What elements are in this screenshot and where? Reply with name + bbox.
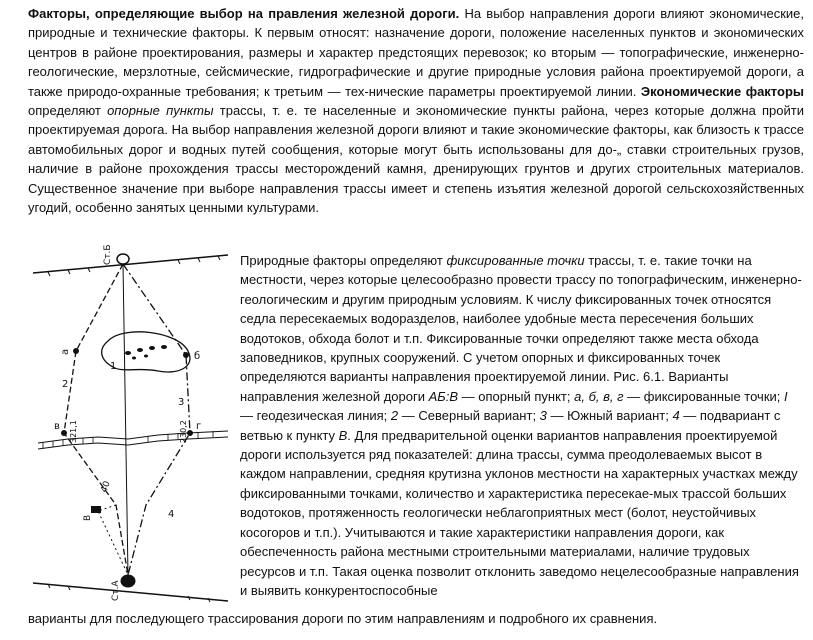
figure-6-1 — [28, 243, 233, 608]
nat-text-4: — фиксированные точки; — [623, 388, 784, 404]
nat-text-3: — опорный пункт; — [458, 388, 575, 404]
geodesic-line — [123, 264, 128, 575]
nat-text-1: Природные факторы определяют — [240, 253, 447, 268]
label-b: б — [194, 351, 201, 362]
station-b-marker — [117, 254, 129, 264]
fixed-points-term: фиксированные точки — [446, 253, 585, 268]
elevation-2: 230,2 — [179, 420, 188, 443]
station-a-label: Ст.А — [111, 580, 121, 601]
nat-text-6: — Северный вариант; — [398, 408, 540, 424]
southern-variant — [123, 264, 190, 575]
northern-variant — [64, 264, 128, 575]
label-g: г — [196, 421, 202, 432]
label-a: а — [60, 348, 71, 355]
num-2: 2 — [390, 408, 399, 424]
label-1: 1 — [110, 361, 117, 372]
point-v-term: В — [338, 427, 348, 443]
station-a-marker — [121, 575, 135, 587]
nat-text-8: — подвариант с ветвью к пункту — [240, 408, 781, 443]
elevation-1: 321,1 — [69, 420, 78, 443]
intro-paragraph — [28, 4, 804, 217]
num-1: I — [784, 388, 788, 404]
letters-term: а, б, в, г — [574, 388, 624, 404]
num-4: 4 — [672, 408, 680, 424]
intro-text-1: На выбор направления дороги влияют экономические, природные и технические факторы. К первым относят: назначение дороги, положение населенных пунктов и экономических центров в районе проектирования, размеры и характер предстоящих перевозок; ко вторым — топографические, инженерно-геологические, мерзлотные, сейсмические, гидрографические и другие природные условия района проектируемой дороги, а также природо-охранные требования; к третьим — тех-нические параметры проектируемой линии. — [28, 6, 804, 99]
point-b-marker — [183, 352, 189, 358]
point-v-marker — [61, 430, 67, 436]
nat-text-2: трассы, т. е. такие точки на местности, через которые целесообразно провести трассу по топографическим, инженерно-геологическим и другим природным условиям. К числу фиксированных точек относятся седла пересекаемых водоразделов, наиболее удобные места пересечения больших водотоков, обхода болот и т.п. Фиксированные точки определяют также места обхода заповедников, крупных сооружений. С учетом опорных и фиксированных точек определяются варианты направления проектируемой линии. Рис. 6.1. Варианты направления железной дороги — [240, 253, 802, 404]
section-title: Факторы, определяющие выбор на правления железной дороги. — [28, 6, 460, 21]
intro-text-2: определяют — [28, 103, 108, 119]
label-v: в — [54, 421, 60, 432]
station-b-label: Ст.Б — [103, 244, 113, 265]
abv-term: АБ:В — [428, 388, 459, 404]
subvariant-branch — [98, 505, 128, 575]
town-v-marker — [91, 506, 101, 513]
route-variants-diagram — [28, 243, 233, 608]
label-2: 2 — [62, 379, 69, 390]
intro-text-3: трассы, т. е. те населенные и экономические пункты района, через которые должна пройти проектируемая дорога. На выбор направления железной дороги влияют и такие экономические факторы, как близость к трассе автомобильных дорог и водных путей сообщения, которые могут быть использованы для до-„ ставки строительных грузов, наличие в районе прохождения трассы месторождений камня, дренирующих грунтов и других строительных материалов. Существенное значение при выборе направления трассы имеет и степень изъятия железной дорогой сельскохозяйственных угодий, особенно занятых ценными культурами. — [28, 103, 804, 216]
nat-text-7: — Южный вариант; — [546, 408, 673, 424]
label-3: 3 — [178, 397, 185, 408]
segment-label: 40 — [99, 479, 113, 495]
economic-factors-term: Экономические факторы — [640, 83, 804, 99]
closing-line: варианты для последующего трассирования дороги по этим направлениям и подробного их сравнения. — [28, 611, 658, 626]
point-a-marker — [73, 348, 79, 354]
support-points-term: опорные пункты — [107, 103, 214, 119]
label-4: 4 — [168, 509, 175, 520]
num-3: 3 — [539, 408, 547, 424]
nat-text-9: . Для предварительной оценки вариантов направления проектируемой дороги используется ряд показателей: длина трассы, сумма преодолеваемых высот в каждом направлении, средняя крутизна уклонов местности на характерных участках между фиксированными точками, количество и характеристика пересекае-мых трассой больших водотоков, протяженность геологически неблагоприятных мест (болот, неустойчивых косогоров и т.п.). Учитываются и такие характеристики направления дороги, как обеспеченность района местными строительными материалами, наличие трудовых ресурсов и т.п. Такая оценка позволит отклонить заведомо нецелесообразные направления и выявить конкурентоспособные — [240, 427, 799, 598]
natural-factors-paragraph — [240, 251, 804, 600]
nat-text-5: — геодезическая линия; — [240, 408, 391, 424]
town-v-label: В — [83, 514, 93, 521]
